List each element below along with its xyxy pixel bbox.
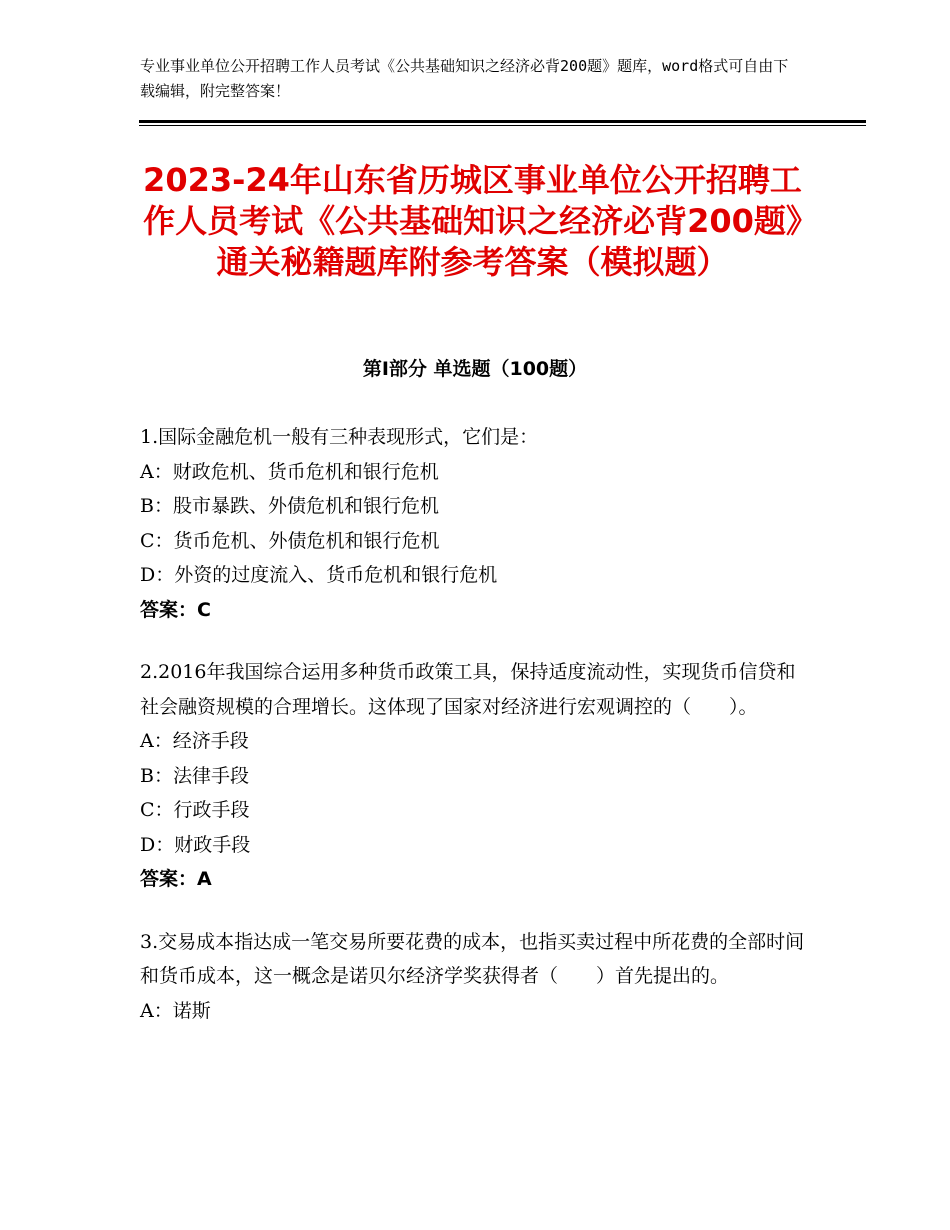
option-b: B：股市暴跌、外债危机和银行危机 (140, 495, 439, 517)
question-list (140, 420, 805, 1056)
option-c: C：货币危机、外债危机和银行危机 (140, 529, 440, 552)
option-c: C：行政手段 (140, 799, 250, 821)
header-divider-thick (139, 120, 866, 123)
answer: 答案：A (140, 868, 212, 890)
option-a: A：财政危机、货币危机和银行危机 (140, 460, 439, 483)
section-title: 第Ⅰ部分 单选题（100题） (362, 358, 588, 380)
question-2 (140, 655, 805, 897)
option-a: A：经济手段 (140, 730, 249, 752)
option-d: D：财政手段 (140, 833, 251, 856)
question-stem: 1.国际金融危机一般有三种表现形式，它们是： (140, 426, 539, 448)
document-header-note: 专业事业单位公开招聘工作人员考试《公共基础知识之经济必背200题》题库，word格式可自由下载编辑，附完整答案！ (140, 57, 789, 100)
question-stem: 3.交易成本指达成一笔交易所要花费的成本，也指买卖过程中所花费的全部时间和货币成本，这一概念是诺贝尔经济学奖获得者（ ）首先提出的。 (140, 930, 805, 987)
document-title: 2023-24年山东省历城区事业单位公开招聘工作人员考试《公共基础知识之经济必背200题》通关秘籍题库附参考答案（模拟题） (143, 161, 802, 281)
option-d: D：外资的过度流入、货币危机和银行危机 (140, 564, 498, 586)
option-b: B：法律手段 (140, 764, 249, 787)
answer: 答案：C (140, 598, 211, 621)
question-3 (140, 925, 805, 1029)
header-divider-thin (139, 125, 866, 126)
question-stem: 2.2016年我国综合运用多种货币政策工具，保持适度流动性，实现货币信贷和社会融资规模的合理增长。这体现了国家对经济进行宏观调控的（ ）。 (140, 661, 796, 718)
question-1 (140, 420, 805, 627)
option-a: A：诺斯 (140, 999, 211, 1022)
